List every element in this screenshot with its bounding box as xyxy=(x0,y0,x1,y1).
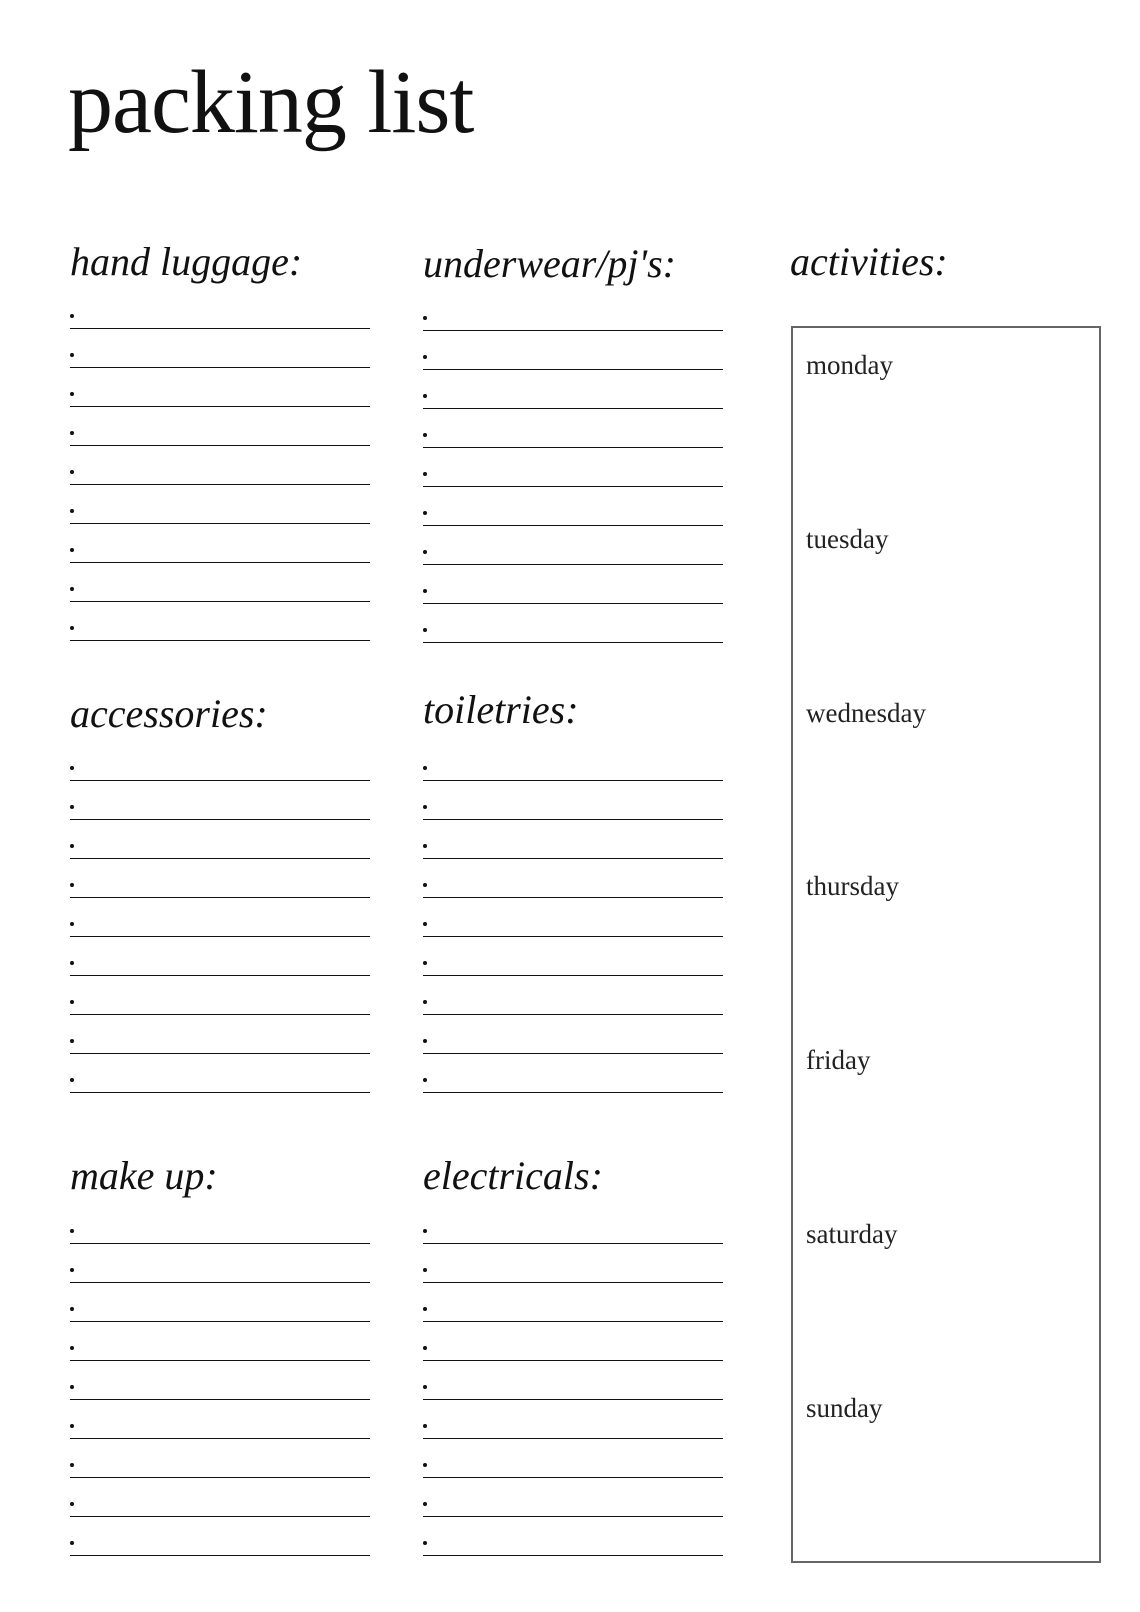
underline xyxy=(423,330,723,331)
write-line xyxy=(70,308,370,347)
write-line xyxy=(70,620,370,659)
bullet-dot xyxy=(423,1346,427,1350)
write-line xyxy=(423,1301,723,1340)
underwear-heading: underwear/pj's: xyxy=(423,241,676,286)
bullet-dot xyxy=(70,766,74,770)
bullet-dot xyxy=(423,316,427,320)
bullet-dot xyxy=(423,628,427,632)
toiletries-heading: toiletries: xyxy=(423,687,579,732)
bullet-dot xyxy=(70,392,74,396)
write-line xyxy=(423,916,723,955)
underline xyxy=(70,1053,370,1054)
underline xyxy=(423,486,723,487)
underline xyxy=(70,367,370,368)
bullet-dot xyxy=(70,1424,74,1428)
bullet-dot xyxy=(423,1000,427,1004)
electricals-lines xyxy=(423,1223,723,1574)
write-line xyxy=(423,544,723,583)
write-line xyxy=(423,1340,723,1379)
bullet-dot xyxy=(70,961,74,965)
underline xyxy=(70,1438,370,1439)
accessories-lines xyxy=(70,760,370,1111)
day-sunday: sunday xyxy=(806,1393,883,1423)
make-up-heading: make up: xyxy=(70,1153,218,1198)
write-line xyxy=(70,1301,370,1340)
bullet-dot xyxy=(70,805,74,809)
underline xyxy=(70,897,370,898)
underline xyxy=(423,1360,723,1361)
page-title: packing list xyxy=(68,53,474,152)
write-line xyxy=(70,1379,370,1418)
write-line xyxy=(423,1033,723,1072)
write-line xyxy=(423,955,723,994)
underline xyxy=(70,523,370,524)
bullet-dot xyxy=(70,314,74,318)
write-line xyxy=(70,994,370,1033)
underline xyxy=(423,819,723,820)
bullet-dot xyxy=(423,1385,427,1389)
underline xyxy=(423,564,723,565)
underline xyxy=(423,642,723,643)
underline xyxy=(70,1321,370,1322)
bullet-dot xyxy=(70,1502,74,1506)
underline xyxy=(70,445,370,446)
write-line xyxy=(423,1457,723,1496)
bullet-dot xyxy=(70,883,74,887)
underline xyxy=(423,408,723,409)
write-line xyxy=(70,916,370,955)
underline xyxy=(423,780,723,781)
write-line xyxy=(70,1340,370,1379)
underline xyxy=(70,819,370,820)
write-line xyxy=(423,310,723,349)
underline xyxy=(423,1555,723,1556)
bullet-dot xyxy=(423,1078,427,1082)
write-line xyxy=(423,583,723,622)
bullet-dot xyxy=(423,961,427,965)
underline xyxy=(70,406,370,407)
write-line xyxy=(70,464,370,503)
underline xyxy=(70,936,370,937)
write-line xyxy=(423,1262,723,1301)
bullet-dot xyxy=(70,1307,74,1311)
underline xyxy=(70,1516,370,1517)
bullet-dot xyxy=(423,922,427,926)
underline xyxy=(423,936,723,937)
day-thursday: thursday xyxy=(806,871,899,901)
underline xyxy=(70,484,370,485)
day-monday: monday xyxy=(806,350,893,380)
write-line xyxy=(423,1496,723,1535)
bullet-dot xyxy=(423,1463,427,1467)
write-line xyxy=(423,1379,723,1418)
bullet-dot xyxy=(70,1229,74,1233)
write-line xyxy=(70,955,370,994)
bullet-dot xyxy=(423,511,427,515)
underline xyxy=(423,1516,723,1517)
toiletries-section xyxy=(423,687,723,732)
bullet-dot xyxy=(423,805,427,809)
electricals-heading: electricals: xyxy=(423,1153,603,1198)
day-wednesday: wednesday xyxy=(806,698,926,728)
underline xyxy=(423,1092,723,1093)
underline xyxy=(423,1014,723,1015)
bullet-dot xyxy=(70,431,74,435)
accessories-section xyxy=(70,691,370,736)
underline xyxy=(423,975,723,976)
bullet-dot xyxy=(423,394,427,398)
underline xyxy=(423,369,723,370)
bullet-dot xyxy=(423,766,427,770)
write-line xyxy=(423,466,723,505)
activities-box xyxy=(791,326,1101,1563)
underline xyxy=(423,1282,723,1283)
underline xyxy=(70,1243,370,1244)
underline xyxy=(423,897,723,898)
accessories-heading: accessories: xyxy=(70,691,268,736)
bullet-dot xyxy=(70,1385,74,1389)
write-line xyxy=(423,1418,723,1457)
toiletries-lines xyxy=(423,760,723,1111)
write-line xyxy=(70,503,370,542)
write-line xyxy=(423,1535,723,1574)
write-line xyxy=(70,1223,370,1262)
bullet-dot xyxy=(70,1346,74,1350)
write-line xyxy=(423,760,723,799)
underline xyxy=(70,1092,370,1093)
bullet-dot xyxy=(423,844,427,848)
underline xyxy=(70,1477,370,1478)
underline xyxy=(423,447,723,448)
bullet-dot xyxy=(70,1463,74,1467)
write-line xyxy=(70,838,370,877)
underline xyxy=(423,1053,723,1054)
write-line xyxy=(70,386,370,425)
write-line xyxy=(423,505,723,544)
underline xyxy=(423,858,723,859)
underwear-lines xyxy=(423,310,723,661)
write-line xyxy=(70,799,370,838)
write-line xyxy=(423,427,723,466)
underline xyxy=(70,1360,370,1361)
bullet-dot xyxy=(70,1541,74,1545)
write-line xyxy=(70,1033,370,1072)
bullet-dot xyxy=(70,353,74,357)
underline xyxy=(423,1399,723,1400)
write-line xyxy=(423,994,723,1033)
make-up-lines xyxy=(70,1223,370,1574)
write-line xyxy=(423,1223,723,1262)
bullet-dot xyxy=(423,433,427,437)
hand-luggage-lines xyxy=(70,308,370,659)
bullet-dot xyxy=(70,1268,74,1272)
make-up-section xyxy=(70,1153,370,1198)
hand-luggage-section xyxy=(70,239,370,284)
bullet-dot xyxy=(423,472,427,476)
day-saturday: saturday xyxy=(806,1219,898,1249)
underline xyxy=(70,1282,370,1283)
hand-luggage-heading: hand luggage: xyxy=(70,239,303,284)
underline xyxy=(70,975,370,976)
bullet-dot xyxy=(423,1229,427,1233)
underline xyxy=(423,603,723,604)
bullet-dot xyxy=(70,587,74,591)
underline xyxy=(70,1555,370,1556)
electricals-section xyxy=(423,1153,723,1198)
write-line xyxy=(70,1457,370,1496)
activities-section xyxy=(790,239,1090,284)
bullet-dot xyxy=(70,844,74,848)
bullet-dot xyxy=(70,1078,74,1082)
bullet-dot xyxy=(70,509,74,513)
write-line xyxy=(70,1072,370,1111)
underline xyxy=(70,1014,370,1015)
write-line xyxy=(70,1262,370,1301)
write-line xyxy=(423,799,723,838)
bullet-dot xyxy=(423,550,427,554)
bullet-dot xyxy=(423,355,427,359)
bullet-dot xyxy=(70,1039,74,1043)
write-line xyxy=(70,542,370,581)
write-line xyxy=(70,1535,370,1574)
write-line xyxy=(70,347,370,386)
write-line xyxy=(423,349,723,388)
bullet-dot xyxy=(70,922,74,926)
underline xyxy=(423,1477,723,1478)
day-tuesday: tuesday xyxy=(806,524,889,554)
write-line xyxy=(70,1418,370,1457)
write-line xyxy=(70,760,370,799)
bullet-dot xyxy=(423,589,427,593)
bullet-dot xyxy=(423,1502,427,1506)
bullet-dot xyxy=(70,1000,74,1004)
day-friday: friday xyxy=(806,1045,871,1075)
write-line xyxy=(423,877,723,916)
bullet-dot xyxy=(423,1424,427,1428)
bullet-dot xyxy=(423,1307,427,1311)
write-line xyxy=(70,425,370,464)
underline xyxy=(423,525,723,526)
bullet-dot xyxy=(70,626,74,630)
underline xyxy=(423,1438,723,1439)
write-line xyxy=(423,838,723,877)
underline xyxy=(70,858,370,859)
write-line xyxy=(70,1496,370,1535)
underline xyxy=(70,1399,370,1400)
write-line xyxy=(423,622,723,661)
underline xyxy=(70,780,370,781)
underline xyxy=(70,640,370,641)
write-line xyxy=(423,1072,723,1111)
underline xyxy=(70,328,370,329)
bullet-dot xyxy=(423,1268,427,1272)
bullet-dot xyxy=(70,470,74,474)
bullet-dot xyxy=(423,1541,427,1545)
write-line xyxy=(70,581,370,620)
bullet-dot xyxy=(423,883,427,887)
underline xyxy=(423,1321,723,1322)
write-line xyxy=(70,877,370,916)
activities-heading: activities: xyxy=(790,239,948,284)
underline xyxy=(423,1243,723,1244)
write-line xyxy=(423,388,723,427)
underline xyxy=(70,601,370,602)
underline xyxy=(70,562,370,563)
underwear-section xyxy=(423,241,723,286)
bullet-dot xyxy=(423,1039,427,1043)
bullet-dot xyxy=(70,548,74,552)
